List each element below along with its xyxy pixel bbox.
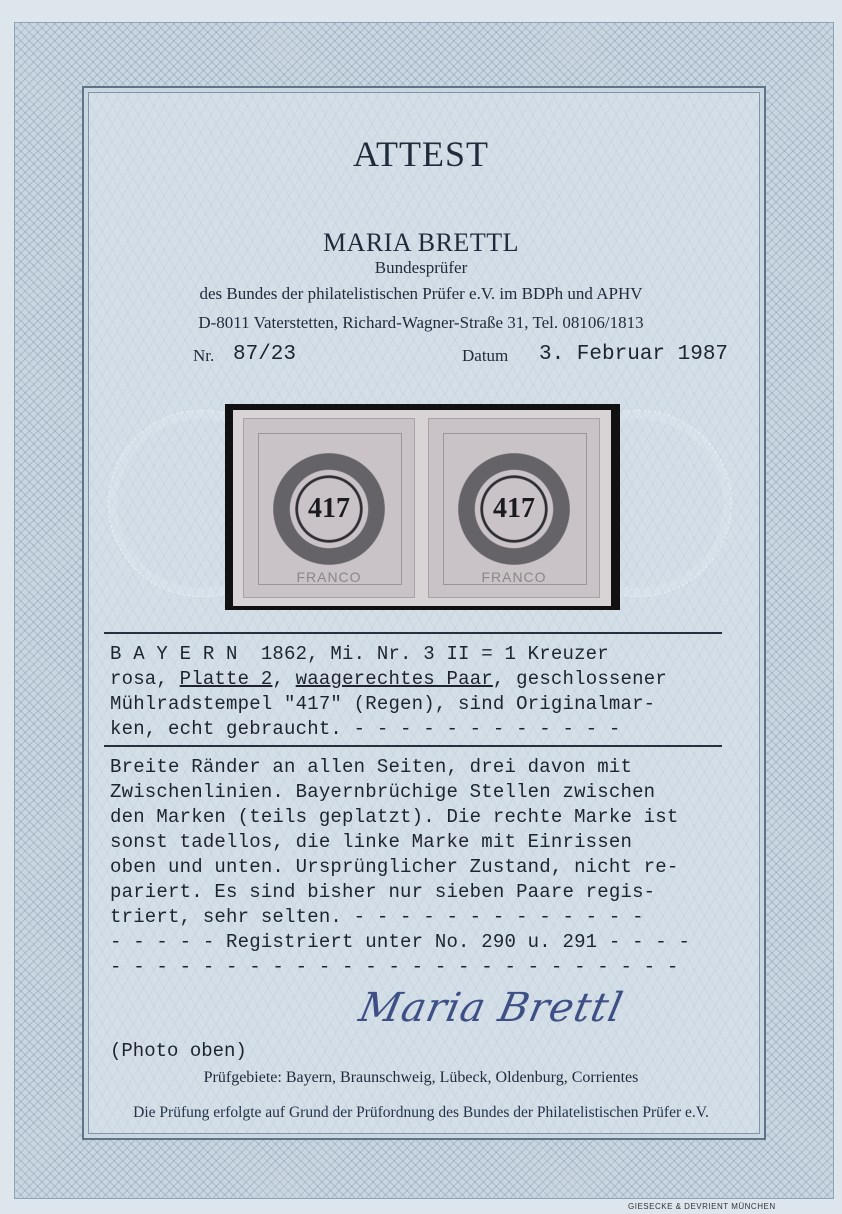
- stamp-pair: [233, 410, 611, 606]
- stamp-right: [428, 418, 600, 598]
- description-line: - - - - - Registriert unter No. 290 u. 291 - - - -: [110, 931, 691, 953]
- stamp-text: FRANCO: [296, 569, 362, 585]
- text-span: ,: [272, 668, 296, 690]
- cancel-number: 417: [308, 493, 350, 524]
- number-label: Nr.: [193, 346, 215, 365]
- description-line: pariert. Es sind bisher nur sieben Paare regis-: [110, 881, 656, 903]
- description-line: B A Y E R N 1862, Mi. Nr. 3 II = 1 Kreuzer: [110, 643, 609, 665]
- text-span: , geschlossener: [492, 668, 667, 690]
- date-label: Datum: [462, 346, 509, 365]
- examiner-signature: Maria Brettl: [355, 985, 628, 1031]
- stamp-text: FRANCO: [481, 569, 547, 585]
- certificate-date: 3. Februar 1987: [539, 343, 729, 366]
- examiner-association: des Bundes der philatelistischen Prüfer e.V. im BDPh und APHV: [199, 284, 643, 303]
- cancel-mark: [259, 449, 399, 569]
- examiner-address: D-8011 Vaterstetten, Richard-Wagner-Straße 31, Tel. 08106/1813: [198, 313, 644, 332]
- text-span: rosa,: [110, 668, 180, 690]
- separator-line: [104, 745, 722, 747]
- printer-imprint: GIESECKE & DEVRIENT MÜNCHEN: [628, 1202, 776, 1211]
- description-line: den Marken (teils geplatzt). Die rechte Marke ist: [110, 806, 679, 828]
- certificate-number: 87/23: [233, 343, 297, 366]
- description-line: - - - - - - - - - - - - - - - - - - - - - - - - -: [110, 956, 679, 978]
- test-areas: Prüfgebiete: Bayern, Braunschweig, Lübeck, Oldenburg, Corrientes: [203, 1069, 639, 1086]
- plate-underlined: Platte 2: [179, 668, 273, 690]
- description-line: ken, echt gebraucht. - - - - - - - - - - - -: [110, 718, 621, 740]
- pair-underlined: waagerechtes Paar: [295, 668, 493, 690]
- separator-line: [104, 632, 722, 634]
- cancel-number: 417: [493, 493, 535, 524]
- footer-note: Die Prüfung erfolgte auf Grund der Prüfordnung des Bundes der Philatelistischen Prüfer e.V.: [133, 1104, 709, 1121]
- description-line: [110, 668, 667, 690]
- description-line: triert, sehr selten. - - - - - - - - - - - - -: [110, 906, 644, 928]
- cancel-mark: [444, 449, 584, 569]
- photo-note: (Photo oben): [110, 1040, 247, 1062]
- description-line: Mühlradstempel "417" (Regen), sind Originalmar-: [110, 693, 656, 715]
- description-line: Zwischenlinien. Bayernbrüchige Stellen zwischen: [110, 781, 656, 803]
- stamp-photo: [225, 404, 620, 610]
- description-line: Breite Ränder an allen Seiten, drei davon mit: [110, 756, 633, 778]
- examiner-name: MARIA BRETTL: [323, 228, 519, 257]
- stamp-left: [243, 418, 415, 598]
- description-line: oben und unten. Ursprünglicher Zustand, nicht re-: [110, 856, 679, 878]
- certificate-title: ATTEST: [353, 134, 489, 174]
- description-line: sonst tadellos, die linke Marke mit Einrissen: [110, 831, 633, 853]
- examiner-role: Bundesprüfer: [374, 258, 468, 277]
